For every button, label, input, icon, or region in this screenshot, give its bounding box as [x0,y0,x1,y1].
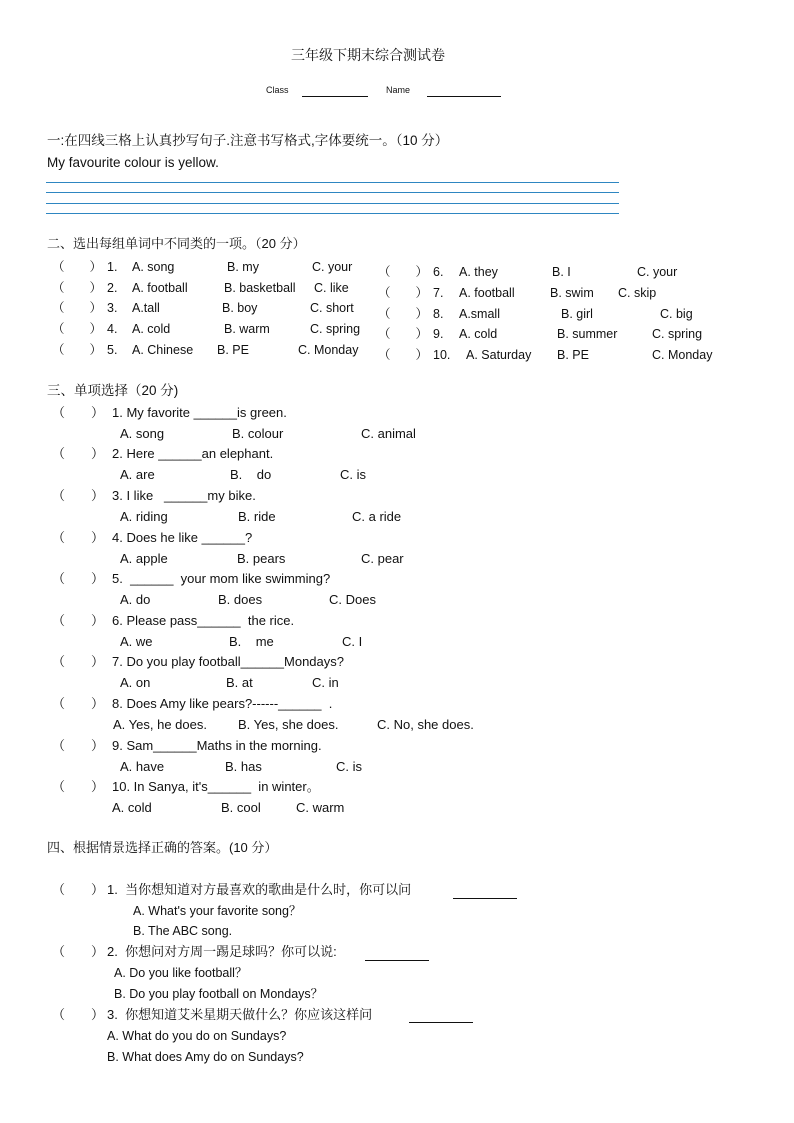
item-number: 5. [107,343,118,357]
option-a: A.tall [132,301,160,315]
option-b: B. boy [222,301,258,315]
page-title: 三年级下期末综合测试卷 [291,47,445,63]
item-number: 2. [107,281,118,295]
name-label: Name [386,85,411,95]
option-c: C. your [637,265,678,279]
option-b: B. girl [561,307,593,321]
item-number: 1. [107,260,118,274]
option-b: B. cool [221,800,261,815]
option-a: A. What's your favorite song？ [133,904,302,918]
section-3-heading: 三、单项选择（20 分) [47,383,179,398]
answer-paren[interactable]: （ ） [52,446,105,461]
writing-guide-line [46,182,619,183]
section-4-heading: 四、根据情景选择正确的答案。(10 分） [47,840,278,855]
writing-guide-line [46,213,619,214]
writing-guide-line [46,203,619,204]
option-b: B. What does Amy do on Sundays? [107,1050,304,1064]
option-b: B. colour [232,426,284,441]
option-c: C. Does [329,592,376,607]
option-c: C. short [310,301,354,315]
answer-blank[interactable] [453,898,517,899]
question-text: 1. My favorite ______is green. [112,405,287,420]
option-b: B. The ABC song. [133,924,233,938]
option-b: B. basketball [224,281,296,295]
option-c: C. warm [296,800,345,815]
option-a: A. cold [132,322,171,336]
answer-paren[interactable]: （ ） [52,882,105,897]
writing-guide-line [46,192,619,193]
option-c: C. animal [361,426,416,441]
question-text: 4. Does he like ______? [112,530,253,545]
option-c: C. skip [618,286,657,300]
answer-paren[interactable]: （ ） [378,327,429,341]
question-text: 1. 当你想知道对方最喜欢的歌曲是什么时，你可以问 [107,882,412,897]
answer-paren[interactable]: （ ） [52,301,103,315]
option-a: A. Chinese [132,343,194,357]
option-c: C. in [312,675,339,690]
answer-paren[interactable]: （ ） [378,307,429,321]
answer-paren[interactable]: （ ） [378,265,429,279]
option-b: B. swim [550,286,594,300]
option-c: C. pear [361,551,404,566]
option-b: B. at [226,675,253,690]
answer-paren[interactable]: （ ） [52,260,103,274]
answer-paren[interactable]: （ ） [52,343,103,357]
option-a: A. Saturday [466,348,532,362]
option-b: B. PE [557,348,589,362]
answer-paren[interactable]: （ ） [52,779,105,794]
item-number: 10. [433,348,451,362]
copy-sentence: My favourite colour is yellow. [47,155,219,170]
option-a: A. on [120,675,151,690]
name-blank[interactable] [427,96,501,97]
option-b: B. summer [557,327,618,341]
item-number: 9. [433,327,444,341]
answer-paren[interactable]: （ ） [52,654,105,669]
option-a: A. are [120,467,155,482]
option-c: C. I [342,634,363,649]
question-text: 9. Sam______Maths in the morning. [112,738,322,753]
question-text: 10. In Sanya, it's______ in winter。 [112,779,320,794]
answer-paren[interactable]: （ ） [52,488,105,503]
answer-paren[interactable]: （ ） [52,613,105,628]
section-2-heading: 二、选出每组单词中不同类的一项。（20 分） [47,236,306,251]
item-number: 7. [433,286,444,300]
option-a: A. Yes, he does. [113,717,207,732]
option-a: A. cold [112,800,152,815]
answer-paren[interactable]: （ ） [52,281,103,295]
option-b: B. Yes, she does. [238,717,339,732]
option-b: B. my [227,260,259,274]
question-text: 2. Here ______an elephant. [112,446,274,461]
option-b: B. I [552,265,571,279]
option-a: A. football [459,286,515,300]
option-b: B. warm [224,322,270,336]
option-a: A.small [459,307,500,321]
class-blank[interactable] [302,96,368,97]
option-c: C. is [340,467,366,482]
option-b: B. ride [238,509,276,524]
answer-paren[interactable]: （ ） [52,738,105,753]
item-number: 3. [107,301,118,315]
option-c: C. spring [652,327,703,341]
option-a: A. song [120,426,165,441]
question-text: 8. Does Amy like pears?------______ . [112,696,333,711]
section-1-heading: 一:在四线三格上认真抄写句子.注意书写格式,字体要统一。（10 分） [47,133,449,148]
question-text: 7. Do you play football______Mondays? [112,654,344,669]
option-a: A. have [120,759,165,774]
option-a: A. do [120,592,151,607]
option-c: C. like [314,281,349,295]
option-c: C. a ride [352,509,402,524]
option-c: C. Monday [298,343,359,357]
option-b: B. do [230,467,272,482]
option-a: A. apple [120,551,168,566]
answer-blank[interactable] [365,960,429,961]
question-text: 3. 你想知道艾米星期天做什么？你应该这样问 [107,1007,373,1022]
class-label: Class [266,85,289,95]
answer-paren[interactable]: （ ） [52,944,105,959]
option-a: A. cold [459,327,498,341]
answer-blank[interactable] [409,1022,473,1023]
question-text: 5. ______ your mom like swimming? [112,571,331,586]
question-text: 3. I like ______my bike. [112,488,256,503]
question-text: 2. 你想问对方周一踢足球吗？你可以说: [107,944,337,959]
option-c: C. Monday [652,348,713,362]
option-b: B. pears [237,551,286,566]
option-c: C. spring [310,322,361,336]
option-a: A. What do you do on Sundays? [107,1029,287,1043]
option-c: C. big [660,307,693,321]
answer-paren[interactable]: （ ） [52,571,105,586]
option-a: A. Do you like football？ [114,966,248,980]
option-c: C. your [312,260,353,274]
option-b: B. me [229,634,274,649]
option-c: C. No, she does. [377,717,474,732]
option-a: A. song [132,260,175,274]
option-a: A. riding [120,509,168,524]
question-text: 6. Please pass______ the rice. [112,613,295,628]
answer-paren[interactable]: （ ） [378,348,429,362]
answer-paren[interactable]: （ ） [52,696,105,711]
answer-paren[interactable]: （ ） [52,1007,105,1022]
option-c: C. is [336,759,362,774]
option-a: A. they [459,265,498,279]
option-b: B. does [218,592,263,607]
item-number: 6. [433,265,444,279]
item-number: 8. [433,307,444,321]
option-a: A. football [132,281,188,295]
option-a: A. we [120,634,153,649]
option-b: B. PE [217,343,249,357]
item-number: 4. [107,322,118,336]
answer-paren[interactable]: （ ） [52,405,105,420]
answer-paren[interactable]: （ ） [52,530,105,545]
answer-paren[interactable]: （ ） [378,286,429,300]
option-b: B. Do you play football on Mondays？ [114,987,324,1001]
answer-paren[interactable]: （ ） [52,322,103,336]
option-b: B. has [225,759,262,774]
